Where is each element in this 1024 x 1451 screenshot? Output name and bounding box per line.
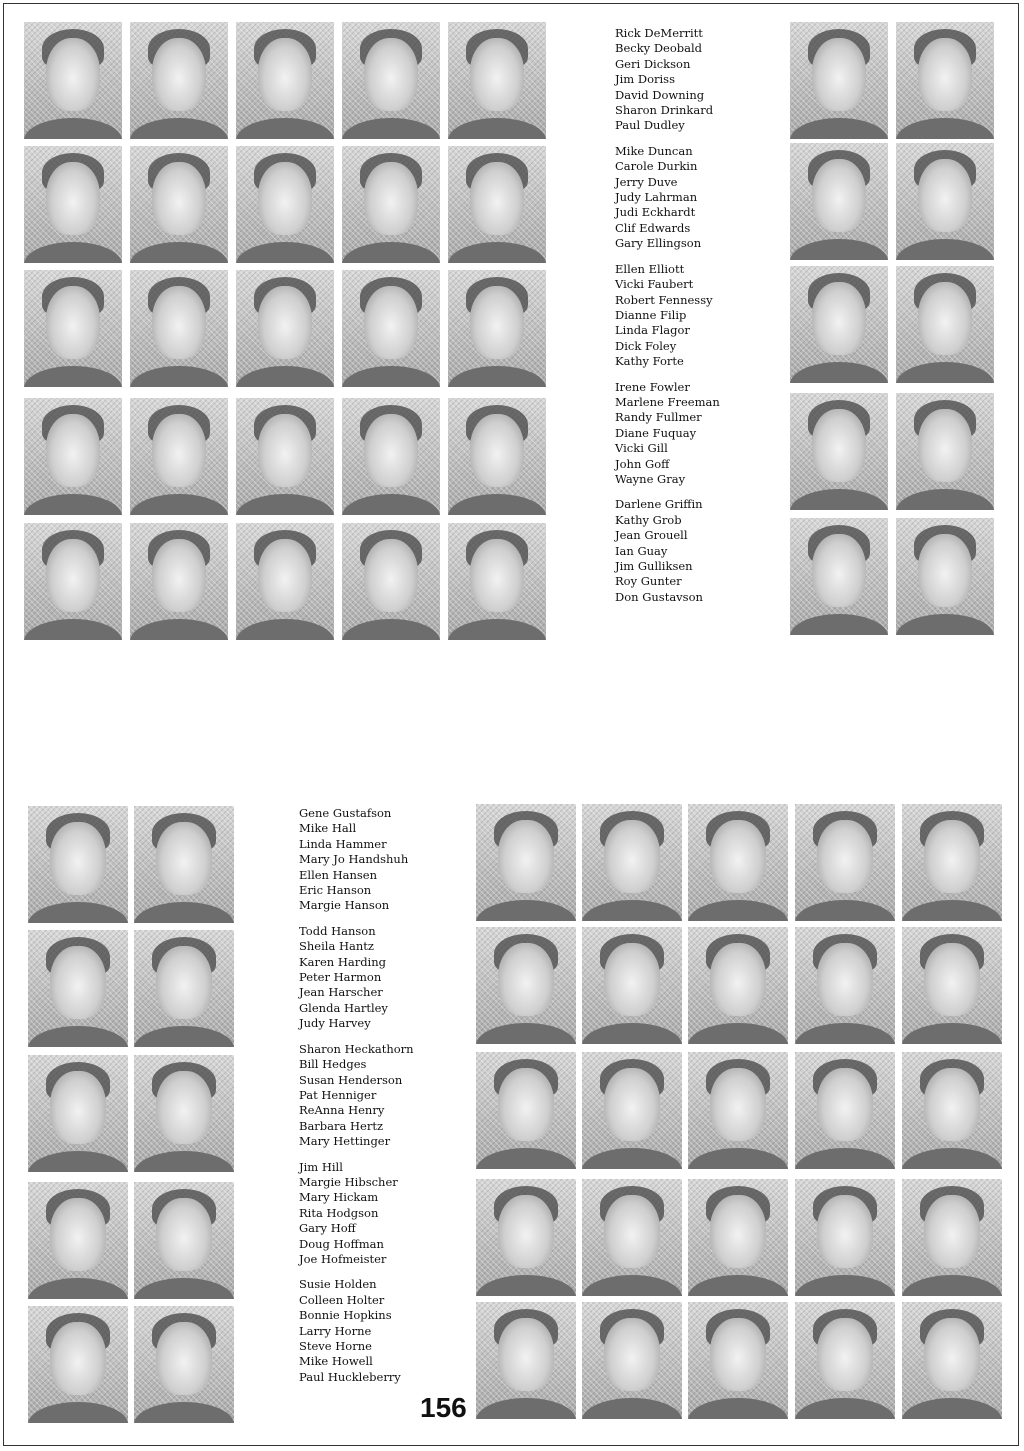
portrait-photo [902,1302,1002,1419]
student-name: Jim Hill [299,1159,343,1174]
portrait-photo [448,398,546,515]
portrait-photo [582,1302,682,1419]
student-name: Karen Harding [299,954,387,969]
student-name: Eric Hanson [299,883,372,898]
student-name: Becky Deobald [615,41,703,56]
student-name: Pat Henniger [299,1087,377,1102]
student-name: Margie Hanson [299,898,390,913]
student-name: Todd Hanson [299,923,376,938]
portrait-photo [688,1302,788,1419]
student-name: Robert Fennessy [615,292,713,307]
portrait-photo [448,523,546,640]
student-name: Randy Fullmer [615,410,702,425]
portrait-photo [28,1055,128,1172]
student-name: Jean Harscher [299,985,383,1000]
portrait-photo [476,804,576,921]
student-name: Mike Howell [299,1354,373,1369]
portrait-photo [790,518,888,635]
portrait-photo [476,1052,576,1169]
student-name: Colleen Holter [299,1292,385,1307]
portrait-photo [476,1179,576,1296]
student-name: Rita Hodgson [299,1205,379,1220]
portrait-photo [582,1179,682,1296]
student-name: Judy Lahrman [615,190,698,205]
portrait-photo [582,927,682,1044]
student-name: Jim Doriss [615,72,675,87]
portrait-photo [28,1182,128,1299]
portrait-photo [28,1306,128,1423]
student-name: Carole Durkin [615,159,698,174]
name-group [615,497,720,605]
student-name: Gary Hoff [299,1221,356,1236]
student-name: Mike Hall [299,821,357,836]
student-name: Sharon Heckathorn [299,1041,414,1056]
student-name: Gene Gustafson [299,806,392,820]
portrait-photo [24,398,122,515]
student-name: David Downing [615,87,705,102]
portrait-photo [790,22,888,139]
student-name: Larry Horne [299,1323,372,1338]
student-name: Mary Jo Handshuh [299,852,409,867]
student-name: Jerry Duve [615,174,678,189]
student-name: Steve Horne [299,1339,372,1353]
portrait-photo [342,22,440,139]
student-name: Ellen Elliott [615,261,685,276]
student-name: Susan Henderson [299,1072,403,1087]
student-name: Bonnie Hopkins [299,1308,392,1323]
portrait-photo [476,927,576,1044]
portrait-photo [795,1179,895,1296]
student-name: Jim Gulliksen [615,559,693,573]
portrait-photo [688,804,788,921]
student-name: Glenda Hartley [299,1000,388,1015]
portrait-photo [342,523,440,640]
portrait-photo [795,804,895,921]
portrait-photo [24,146,122,263]
student-name: Margie Hibscher [299,1174,398,1189]
portrait-photo [24,270,122,387]
portrait-photo [790,143,888,260]
portrait-photo [795,927,895,1044]
student-name: Rick DeMerritt [615,26,703,40]
portrait-photo [688,1052,788,1169]
student-name: Vicki Faubert [615,277,694,292]
student-name: Judi Eckhardt [615,205,696,220]
portrait-photo [236,270,334,387]
student-name: Mike Duncan [615,143,693,158]
portrait-photo [134,930,234,1047]
student-name: Geri Dickson [615,56,691,71]
student-name: Barbara Hertz [299,1118,384,1133]
page-number: 156 [420,1392,467,1423]
student-name: Peter Harmon [299,970,382,985]
portrait-photo [902,1179,1002,1296]
portrait-photo [448,146,546,263]
portrait-photo [24,22,122,139]
portrait-photo [688,1179,788,1296]
student-name: Wayne Gray [615,471,686,486]
portrait-photo [236,22,334,139]
student-name: Darlene Griffin [615,497,703,512]
student-name: Roy Gunter [615,574,682,589]
student-name: Marlene Freeman [615,394,720,409]
portrait-photo [476,1302,576,1419]
portrait-photo [902,1052,1002,1169]
name-group [299,1277,414,1385]
portrait-photo [28,930,128,1047]
student-name: Doug Hoffman [299,1236,384,1251]
portrait-photo [795,1302,895,1419]
student-name: Dianne Filip [615,307,687,322]
lower-name-list [299,806,414,1395]
portrait-photo [130,523,228,640]
student-name: Don Gustavson [615,589,703,604]
portrait-photo [896,518,994,635]
name-group [615,144,720,252]
student-name: Bill Hedges [299,1057,367,1072]
student-name: Diane Fuquay [615,425,697,440]
student-name: Irene Fowler [615,379,690,394]
portrait-photo [896,393,994,510]
portrait-photo [130,398,228,515]
student-name: Vicki Gill [615,441,668,456]
student-name: Kathy Forte [615,354,684,369]
name-group [299,1160,414,1268]
student-name: Ian Guay [615,543,668,558]
student-name: Joe Hofmeister [299,1251,387,1266]
portrait-photo [236,146,334,263]
portrait-photo [134,806,234,923]
name-group [299,924,414,1032]
portrait-photo [130,22,228,139]
portrait-photo [24,523,122,640]
portrait-photo [236,523,334,640]
student-name: Paul Huckleberry [299,1369,401,1384]
student-name: Gary Ellingson [615,236,702,251]
student-name: Linda Flagor [615,323,690,338]
name-group [615,262,720,370]
student-name: Mary Hickam [299,1190,379,1205]
portrait-photo [130,270,228,387]
name-group [299,1042,414,1150]
portrait-photo [902,804,1002,921]
student-name: Ellen Hansen [299,867,378,882]
student-name: Dick Foley [615,338,677,353]
student-name: ReAnna Henry [299,1103,385,1118]
student-name: Susie Holden [299,1277,377,1292]
portrait-photo [134,1306,234,1423]
student-name: John Goff [615,456,670,471]
student-name: Kathy Grob [615,512,682,527]
portrait-photo [448,22,546,139]
name-group [615,380,720,488]
portrait-photo [134,1055,234,1172]
portrait-photo [896,143,994,260]
student-name: Clif Edwards [615,220,691,235]
student-name: Linda Hammer [299,836,387,851]
portrait-photo [342,146,440,263]
portrait-photo [896,22,994,139]
student-name: Paul Dudley [615,118,685,133]
portrait-photo [790,266,888,383]
portrait-photo [582,804,682,921]
portrait-photo [582,1052,682,1169]
portrait-photo [130,146,228,263]
portrait-photo [236,398,334,515]
portrait-photo [28,806,128,923]
portrait-photo [688,927,788,1044]
portrait-photo [448,270,546,387]
portrait-photo [342,270,440,387]
portrait-photo [342,398,440,515]
student-name: Jean Grouell [615,528,688,543]
name-group [615,26,720,134]
portrait-photo [795,1052,895,1169]
portrait-photo [134,1182,234,1299]
student-name: Sheila Hantz [299,939,374,954]
upper-name-list [615,26,720,615]
name-group [299,806,414,914]
student-name: Sharon Drinkard [615,103,714,118]
student-name: Judy Harvey [299,1016,371,1031]
student-name: Mary Hettinger [299,1134,391,1149]
portrait-photo [896,266,994,383]
portrait-photo [790,393,888,510]
portrait-photo [902,927,1002,1044]
